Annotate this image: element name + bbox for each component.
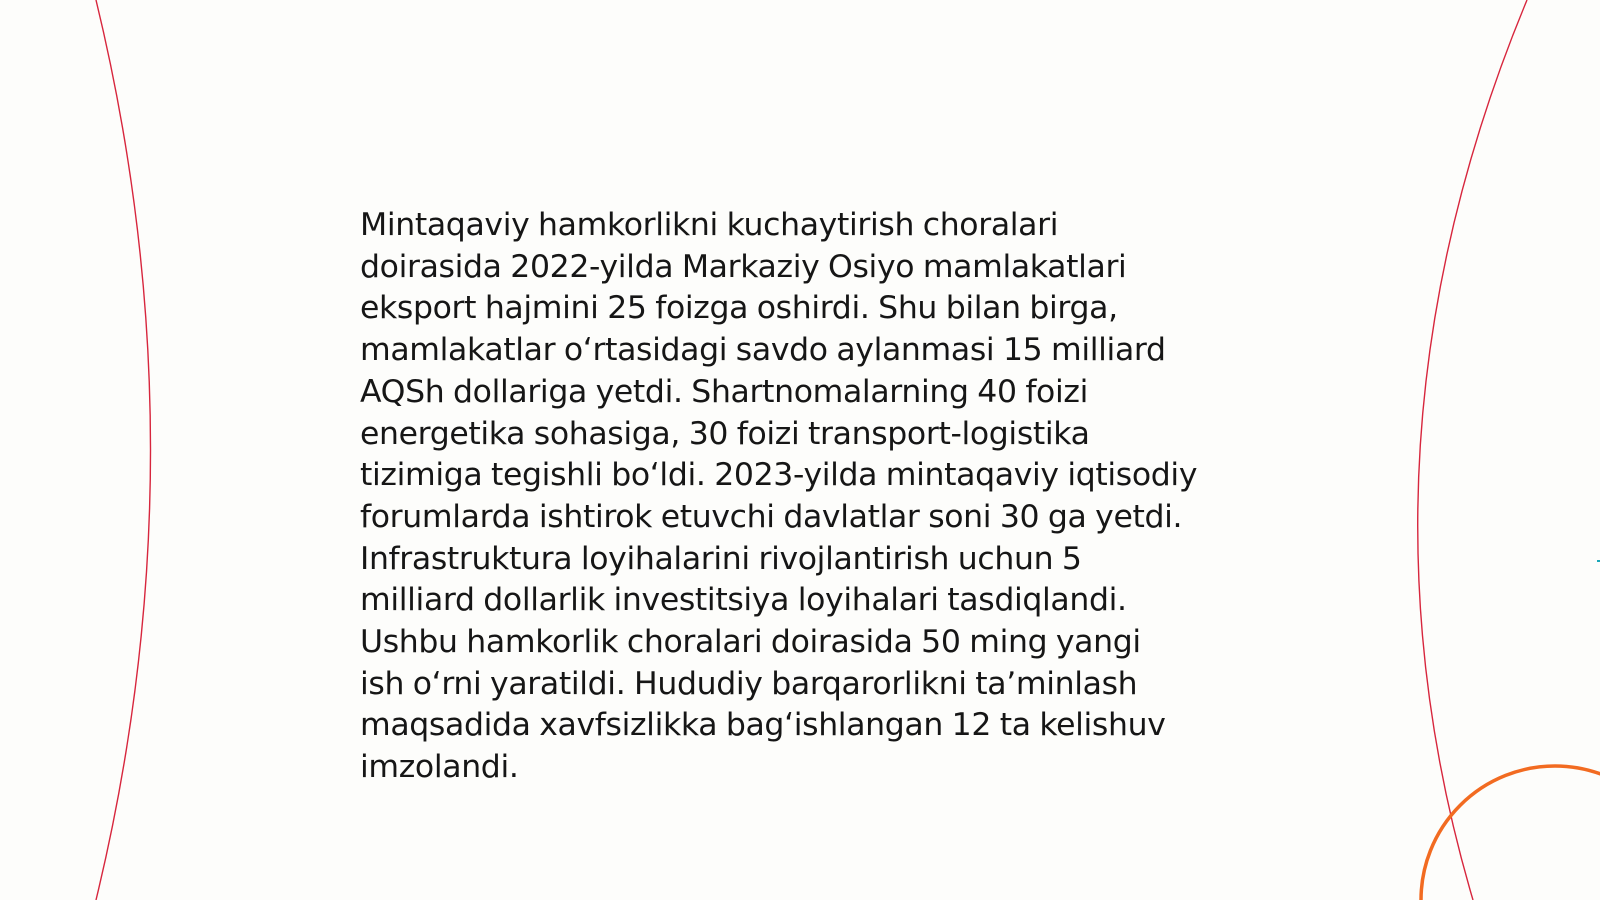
paragraph-line: maqsadida xavfsizlikka bag‘ishlangan 12 ta kelishuv (360, 707, 1166, 744)
left-decorative-curve (96, 0, 151, 900)
orange-decorative-circle (1421, 766, 1600, 900)
paragraph-line: forumlarda ishtirok etuvchi davlatlar soni 30 ga yetdi. (360, 498, 1183, 535)
paragraph-line: energetika sohasiga, 30 foizi transport-logistika (360, 415, 1090, 452)
paragraph-line: tizimiga tegishli bo‘ldi. 2023-yilda mintaqaviy iqtisodiy (360, 457, 1198, 494)
body-paragraph (360, 205, 1240, 789)
paragraph-line: ish o‘rni yaratildi. Hududiy barqarorlikni ta’minlash (360, 665, 1138, 702)
paragraph-line: AQSh dollariga yetdi. Shartnomalarning 40 foizi (360, 373, 1088, 410)
paragraph-line: eksport hajmini 25 foizga oshirdi. Shu bilan birga, (360, 290, 1118, 327)
paragraph-line: Infrastruktura loyihalarini rivojlantirish uchun 5 (360, 540, 1082, 577)
paragraph-line: milliard dollarlik investitsiya loyihalari tasdiqlandi. (360, 582, 1127, 619)
paragraph-line: imzolandi. (360, 749, 519, 786)
paragraph-line: mamlakatlar o‘rtasidagi savdo aylanmasi 15 milliard (360, 332, 1166, 369)
paragraph-line: doirasida 2022-yilda Markaziy Osiyo mamlakatlari (360, 248, 1127, 285)
right-decorative-curve (1418, 0, 1527, 900)
paragraph-line: Mintaqaviy hamkorlikni kuchaytirish choralari (360, 207, 1059, 243)
paragraph-line: Ushbu hamkorlik choralari doirasida 50 ming yangi (360, 624, 1141, 661)
